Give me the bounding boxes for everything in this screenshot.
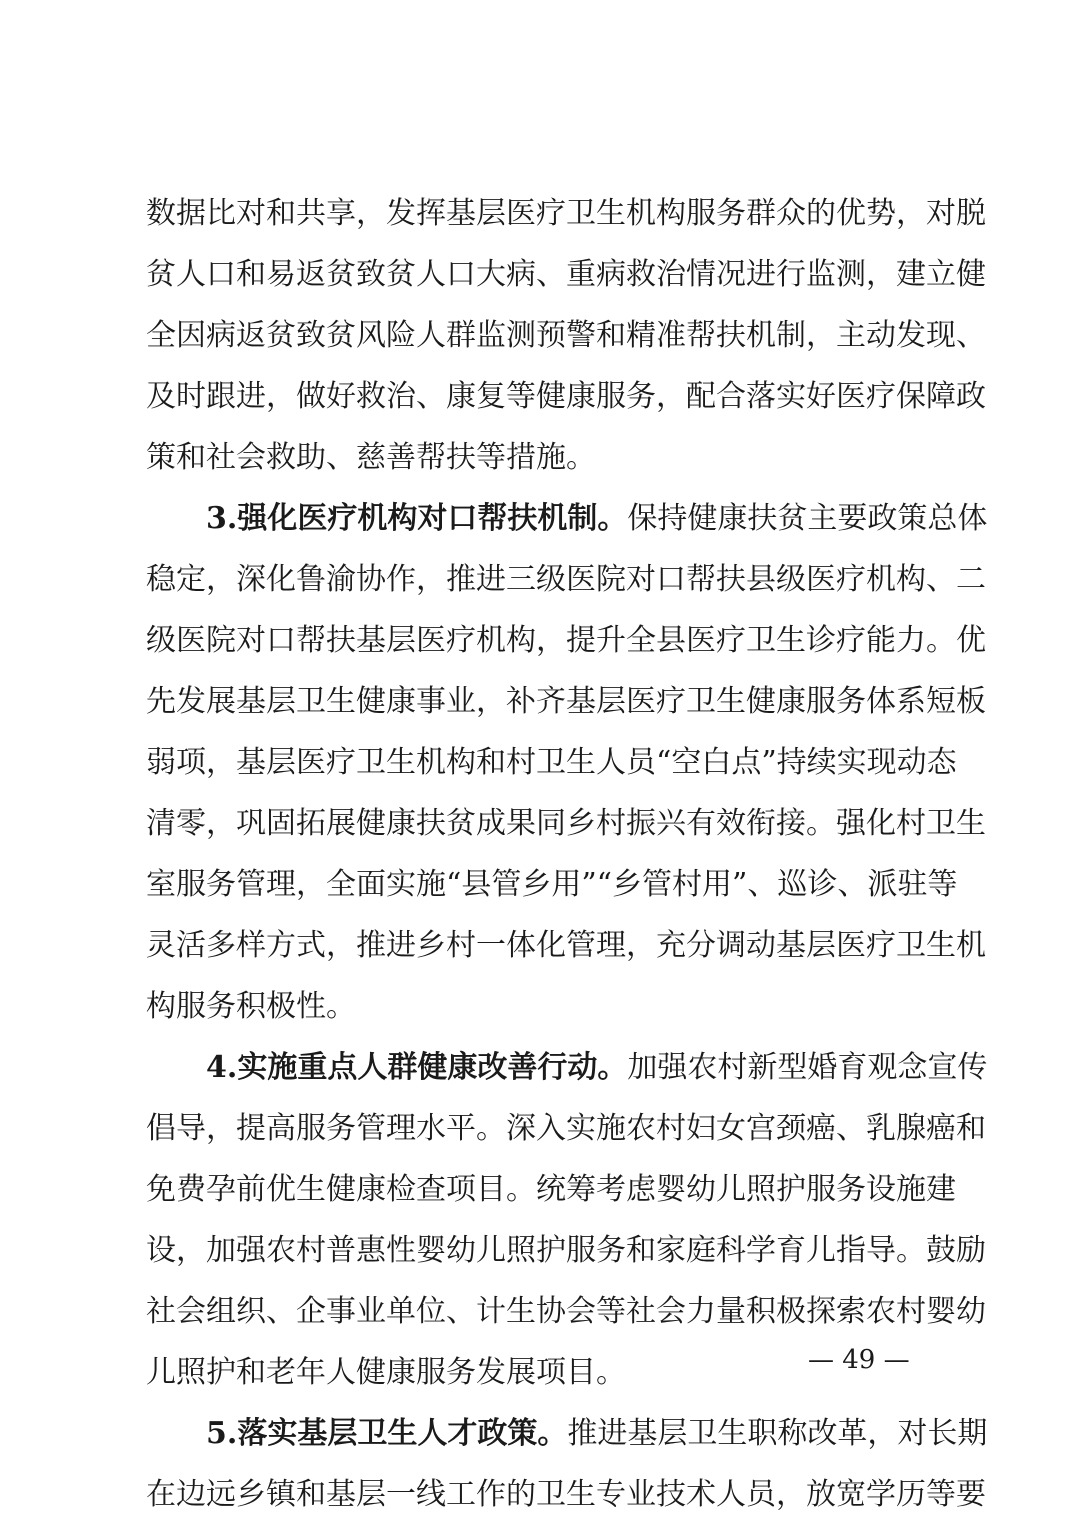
text-line: 全因病返贫致贫风险人群监测预警和精准帮扶机制，主动发现、 [146, 318, 986, 353]
section-heading: 4.实施重点人群健康改善行动。 [206, 1050, 628, 1085]
section-heading: 5.落实基层卫生人才政策。 [206, 1416, 568, 1451]
page-number: — 49 — [808, 1345, 910, 1375]
section-3 [146, 488, 988, 1037]
text-line: 稳定，深化鲁渝协作，推进三级医院对口帮扶县级医疗机构、二 [146, 562, 986, 597]
text-line: 儿照护和老年人健康服务发展项目。 [146, 1355, 626, 1390]
section-heading: 3.强化医疗机构对口帮扶机制。 [206, 501, 628, 536]
text-line: 倡导，提高服务管理水平。深入实施农村妇女宫颈癌、乳腺癌和 [146, 1111, 986, 1146]
section-first-line [146, 1037, 988, 1098]
section-first-line [146, 1403, 988, 1464]
document-page [146, 183, 988, 1525]
section-first-line-text: 加强农村新型婚育观念宣传 [627, 1050, 988, 1085]
text-line: 弱项，基层医疗卫生机构和村卫生人员“空白点”持续实现动态 [146, 745, 957, 780]
paragraph-data-sharing [146, 183, 986, 488]
text-line: 及时跟进，做好救治、康复等健康服务，配合落实好医疗保障政 [146, 379, 986, 414]
text-line: 先发展基层卫生健康事业，补齐基层医疗卫生健康服务体系短板 [146, 684, 986, 719]
text-line: 清零，巩固拓展健康扶贫成果同乡村振兴有效衔接。强化村卫生 [146, 806, 986, 841]
text-line: 灵活多样方式，推进乡村一体化管理，充分调动基层医疗卫生机 [146, 928, 986, 963]
section-first-line-text: 推进基层卫生职称改革，对长期 [567, 1416, 988, 1451]
text-line: 贫人口和易返贫致贫人口大病、重病救治情况进行监测，建立健 [146, 257, 986, 292]
section-5 [146, 1403, 988, 1525]
section-first-line-text: 保持健康扶贫主要政策总体 [627, 501, 988, 536]
section-first-line [146, 488, 988, 549]
text-line: 数据比对和共享，发挥基层医疗卫生机构服务群众的优势，对脱 [146, 196, 986, 231]
text-line: 构服务积极性。 [146, 989, 356, 1024]
text-line: 社会组织、企事业单位、计生协会等社会力量积极探索农村婴幼 [146, 1294, 986, 1329]
text-line: 策和社会救助、慈善帮扶等措施。 [146, 440, 596, 475]
text-line: 免费孕前优生健康检查项目。统筹考虑婴幼儿照护服务设施建 [146, 1172, 956, 1207]
text-line: 在边远乡镇和基层一线工作的卫生专业技术人员，放宽学历等要 [146, 1477, 986, 1512]
text-line: 室服务管理，全面实施“县管乡用”“乡管村用”、巡诊、派驻等 [146, 867, 958, 902]
text-line: 级医院对口帮扶基层医疗机构，提升全县医疗卫生诊疗能力。优 [146, 623, 986, 658]
text-line: 设，加强农村普惠性婴幼儿照护服务和家庭科学育儿指导。鼓励 [146, 1233, 986, 1268]
